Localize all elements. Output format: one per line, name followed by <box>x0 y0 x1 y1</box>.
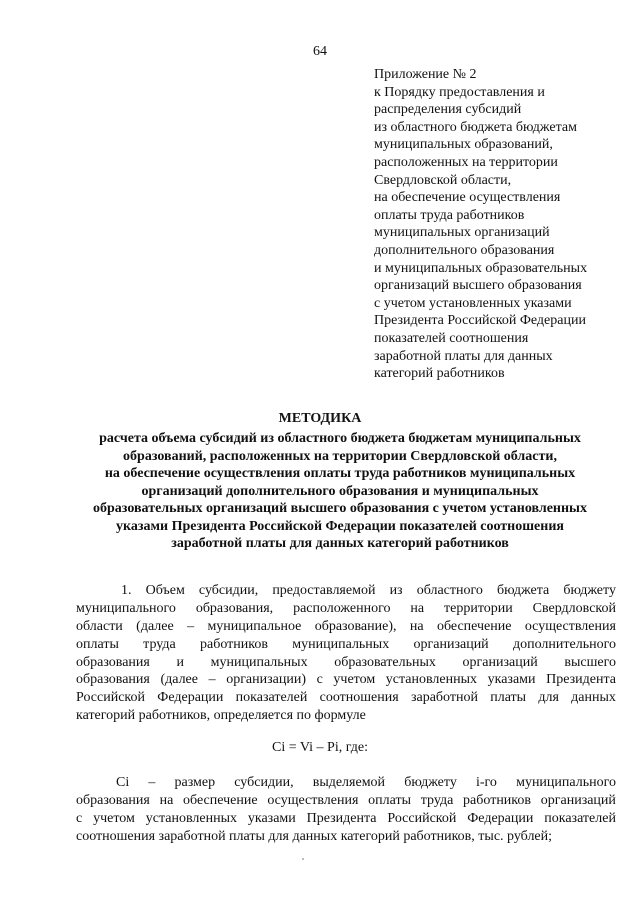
word: осуществления <box>267 792 359 808</box>
appendix-header <box>374 66 624 383</box>
word: заработной <box>410 690 478 706</box>
word: осуществления <box>524 618 616 634</box>
word: муниципальных <box>210 654 308 670</box>
word: на <box>409 618 424 634</box>
word: – <box>148 775 156 790</box>
word: установленных <box>385 672 478 688</box>
word: оплаты <box>76 636 119 652</box>
word: Федерации <box>157 690 224 706</box>
paragraph-line <box>76 654 616 672</box>
word: муниципального <box>76 600 176 616</box>
word: Президента <box>306 810 377 826</box>
word: организации) <box>226 672 307 688</box>
word: указами <box>247 810 296 826</box>
paragraph-line <box>76 810 616 828</box>
appendix-line: на обеспечение осуществления <box>374 190 561 206</box>
paragraph-line <box>76 671 616 689</box>
appendix-line: заработной платы для данных <box>374 348 553 364</box>
subtitle-line: расчета объема субсидий из областного бюджета бюджетам муниципальных <box>99 431 581 446</box>
word: для <box>538 690 559 706</box>
word: муниципальное <box>207 618 302 634</box>
paragraph-line: категорий работников, определяется по формуле <box>76 708 366 724</box>
subtitle-line: организаций дополнительного образования и муниципальных <box>141 483 539 499</box>
word: – <box>208 672 216 688</box>
word: учетом <box>93 810 135 826</box>
word: и <box>176 654 184 670</box>
word: соотношения <box>319 690 399 706</box>
appendix-line: организаций высшего образования <box>374 278 582 294</box>
paragraph-line <box>76 792 616 810</box>
word: труда <box>143 636 176 652</box>
word: Президента <box>546 672 616 688</box>
word: труда <box>420 792 454 808</box>
word: организаций <box>413 636 489 652</box>
appendix-line: распределения субсидий <box>374 102 522 118</box>
word: Свердловской <box>532 600 616 616</box>
paragraph-line <box>76 582 616 600</box>
word: образование), <box>314 618 397 634</box>
document-title: МЕТОДИКА <box>278 411 362 426</box>
word: муниципального <box>516 775 616 790</box>
word: областного <box>416 583 483 598</box>
subtitle-line: указами Президента Российской Федерации показателей соотношения <box>116 518 564 534</box>
appendix-line: дополнительного образования <box>374 242 555 258</box>
subtitle-line: образований, расположенных на территории Свердловской области, <box>123 448 557 464</box>
word: (далее <box>160 672 198 688</box>
word: размер <box>174 775 216 790</box>
paragraph-line <box>76 618 616 636</box>
word: образования <box>76 654 150 670</box>
word: выделяемой <box>312 775 386 790</box>
word: оплаты <box>368 792 412 808</box>
appendix-line: с учетом установленных указами <box>374 295 572 311</box>
word: Российской <box>387 810 457 826</box>
word: обеспечение <box>183 792 258 808</box>
paragraph-2 <box>76 774 616 846</box>
word: указами <box>487 672 536 688</box>
word: установленных <box>145 810 237 826</box>
word: Объем <box>145 583 185 598</box>
document-subtitle <box>60 430 620 553</box>
word: Российской <box>76 690 145 706</box>
word: дополнительного <box>512 636 616 652</box>
appendix-line: Президента Российской Федерации <box>374 313 586 329</box>
paragraph-line <box>76 600 616 618</box>
paragraph-line <box>76 689 616 707</box>
word: муниципальных <box>292 636 390 652</box>
appendix-line: к Порядку предоставления и <box>374 84 545 100</box>
word: с <box>76 810 83 826</box>
word: платы <box>490 690 527 706</box>
word: субсидии, <box>234 775 294 790</box>
word: субсидии, <box>198 583 259 598</box>
appendix-line: из областного бюджета бюджетам <box>374 119 577 135</box>
appendix-line: оплаты труда работников <box>374 207 525 223</box>
word: расположенного <box>293 600 391 616</box>
word: Ci <box>116 775 130 790</box>
word: данных <box>571 690 616 706</box>
paragraph-line: соотношения заработной платы для данных категорий работников, тыс. рублей; <box>76 828 553 844</box>
subtitle-line: образовательных организаций высшего образования с учетом установленных <box>93 501 587 516</box>
word: – <box>187 618 195 634</box>
paragraph-line <box>76 636 616 654</box>
appendix-line: Свердловской области, <box>374 172 512 188</box>
word: из <box>389 583 403 598</box>
word: показателей <box>235 690 308 706</box>
subtitle-line: на обеспечение осуществления оплаты труда работников муниципальных <box>104 466 576 481</box>
appendix-line: показателей соотношения <box>374 330 529 346</box>
formula: Ci = Vi – Pi, где: <box>272 740 368 755</box>
word: 1. <box>121 583 132 598</box>
appendix-line: расположенных на территории <box>374 154 558 170</box>
word: бюджету <box>404 775 457 790</box>
word: с <box>316 672 323 688</box>
word: организаций <box>540 792 616 808</box>
word: работников <box>200 636 268 652</box>
paragraph-line <box>76 774 616 792</box>
word: на <box>410 600 425 616</box>
word: учетом <box>333 672 376 688</box>
word: организаций <box>462 654 538 670</box>
word: (далее <box>136 618 174 634</box>
word: бюджета <box>497 583 550 598</box>
word: работников <box>463 792 532 808</box>
word: бюджету <box>563 583 616 598</box>
word: обеспечение <box>436 618 512 634</box>
word: i-го <box>475 775 497 790</box>
word: образования <box>76 672 150 688</box>
word: высшего <box>564 654 616 670</box>
page-number: 64 <box>313 44 327 59</box>
word: показателей <box>544 810 616 826</box>
appendix-line: категорий работников <box>374 366 505 382</box>
word: на <box>159 792 174 808</box>
appendix-line: муниципальных образований, <box>374 137 553 153</box>
appendix-line: Приложение № 2 <box>374 67 477 82</box>
appendix-line: муниципальных организаций <box>374 225 550 241</box>
paragraph-1 <box>76 582 616 725</box>
subtitle-line: заработной платы для данных категорий работников <box>171 536 509 551</box>
appendix-line: и муниципальных образовательных <box>374 260 588 276</box>
word: образования <box>76 792 150 808</box>
word: Федерации <box>467 810 534 826</box>
word: образовательных <box>334 654 436 670</box>
word: предоставляемой <box>272 583 376 598</box>
word: территории <box>444 600 513 616</box>
word: области <box>76 618 123 634</box>
scan-dot <box>302 858 304 860</box>
word: образования, <box>195 600 274 616</box>
